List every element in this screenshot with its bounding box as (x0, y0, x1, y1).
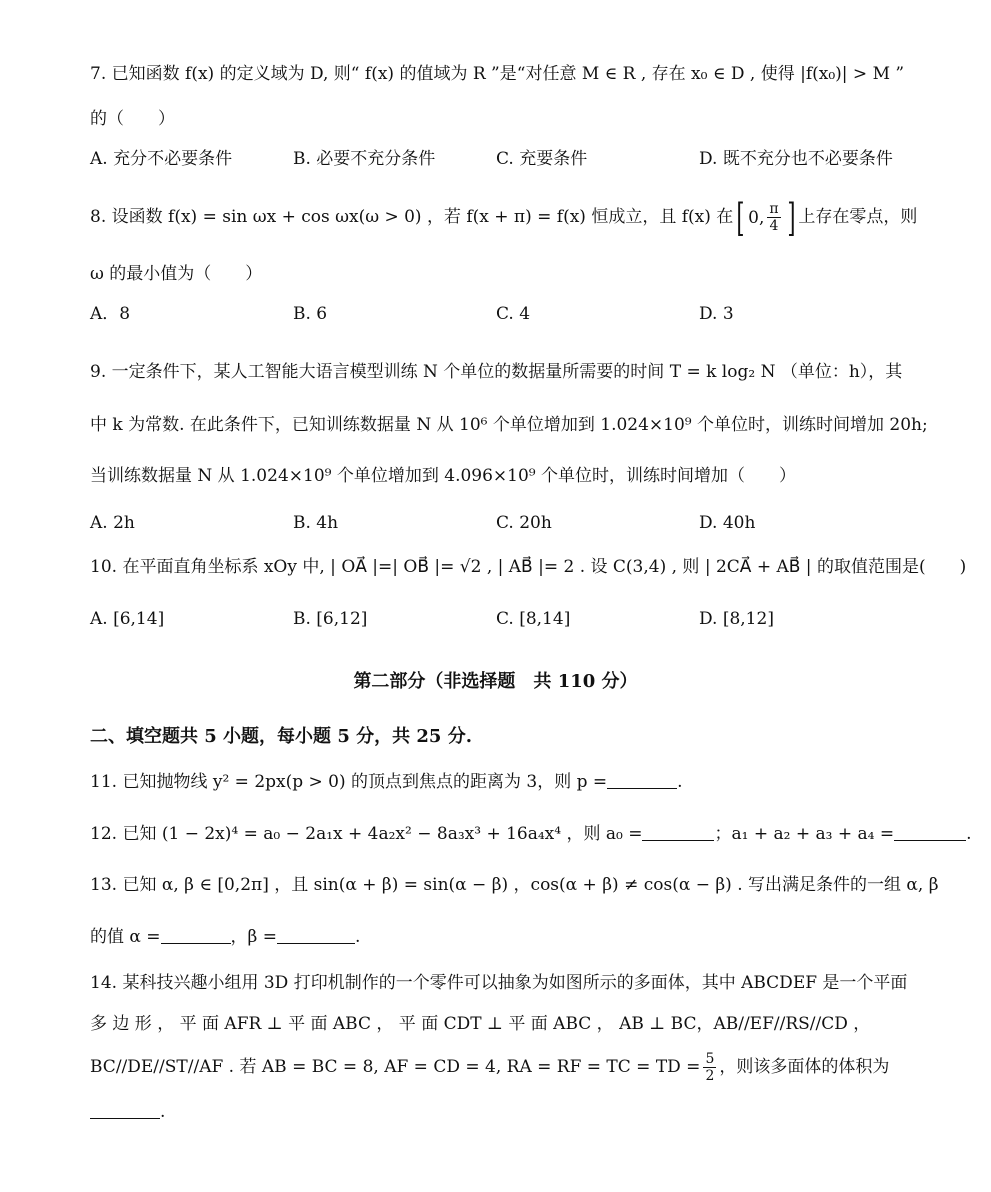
q14-line3-text: BC//DE//ST//AF . 若 AB = BC = 8, AF = CD = 4, RA = RF = TC = TD = (90, 1057, 701, 1077)
q9-line1: 9. 一定条件下，某人工智能大语言模型训练 N 个单位的数据量所需要的时间 T = k log₂ N （单位：h），其 (90, 362, 903, 382)
q14-line1: 14. 某科技兴趣小组用 3D 打印机制作的一个零件可以抽象为如图所示的多面体，其中 ABCDEF 是一个平面 (90, 973, 908, 993)
q8-left-bracket: [ (736, 195, 745, 240)
section2-title: 二、填空题共 5 小题，每小题 5 分，共 25 分. (90, 726, 472, 747)
q10-option-b: B. [6,12] (293, 609, 368, 629)
q14-end: . (160, 1102, 166, 1122)
q8-right-bracket: ] (786, 195, 796, 240)
q12-text: 12. 已知 (1 − 2x)⁴ = a₀ − 2a₁x + 4a₂x² − 8a₃x³ + 16a₄x⁴ ，则 a₀ = (90, 824, 643, 844)
q11-end: . (677, 772, 683, 792)
q8-option-a: A．8 (90, 304, 131, 324)
q14-frac-num: 5 (705, 1051, 715, 1067)
q12-answer-blank-1 (642, 822, 714, 841)
q9-option-b: B. 4h (293, 513, 339, 533)
q7-option-c: C. 充要条件 (496, 149, 588, 169)
q14-frac-den: 2 (705, 1068, 715, 1084)
q14-answer-blank (90, 1100, 160, 1119)
q7-option-b: B. 必要不充分条件 (293, 149, 436, 169)
q9-line3: 当训练数据量 N 从 1.024×10⁹ 个单位增加到 4.096×10⁹ 个单位时，训练时间增加（ ） (90, 466, 797, 486)
q8-line1 (90, 195, 918, 240)
q11-line (90, 770, 905, 794)
q12-text-2: ；a₁ + a₂ + a₃ + a₄ = (714, 824, 895, 844)
q7-option-d: D. 既不充分也不必要条件 (699, 149, 893, 169)
q8-option-c: C. 4 (496, 304, 531, 324)
q8-line1-end: 上存在零点，则 (798, 207, 918, 227)
q9-option-a: A. 2h (90, 513, 135, 533)
q9-line2: 中 k 为常数. 在此条件下，已知训练数据量 N 从 10⁶ 个单位增加到 1.024×10⁹ 个单位时，训练时间增加 20h; (90, 415, 928, 435)
q8-line1-text: 8. 设函数 f(x) = sin ωx + cos ωx(ω > 0) ，若 f(x + π) = f(x) 恒成立，且 f(x) 在 (90, 207, 734, 227)
q8-interval-den: 4 (769, 218, 779, 234)
q13-line1: 13. 已知 α, β ∈ [0,2π] ，且 sin(α + β) = sin(α − β) ，cos(α + β) ≠ cos(α − β) . 写出满足条件的一组 α, β (90, 875, 939, 895)
q13-answer-blank-alpha (161, 925, 231, 944)
q11-text: 11. 已知抛物线 y² = 2px(p > 0) 的顶点到焦点的距离为 3，则 p = (90, 772, 608, 792)
q10-line1: 10. 在平面直角坐标系 xOy 中, | OA⃗ |=| OB⃗ |= √2 , | AB⃗ |= 2 . 设 C(3,4) , 则 | 2CA⃗ + AB⃗ | 的取值范围是( ) (90, 557, 967, 577)
q7-line2: 的（ ） (90, 109, 175, 129)
q12-answer-blank-2 (894, 822, 966, 841)
q14-fraction (703, 1051, 716, 1084)
q8-interval-left: 0, (748, 207, 765, 228)
q11-answer-blank (607, 770, 677, 789)
q12-end: . (966, 824, 972, 844)
q13-text-b: ，β = (230, 927, 278, 947)
q8-option-b: B. 6 (293, 304, 328, 324)
q14-line2: 多 边 形 ， 平 面 AFR ⊥ 平 面 ABC ， 平 面 CDT ⊥ 平 面 ABC ， AB ⊥ BC，AB//EF//RS//CD ， (90, 1014, 871, 1034)
q14-line4 (90, 1100, 905, 1124)
q7-option-a: A. 充分不必要条件 (90, 149, 233, 169)
q13-line2 (90, 925, 905, 949)
q8-interval-fraction (767, 201, 780, 234)
q14-line3-end: ，则该多面体的体积为 (719, 1057, 890, 1077)
q8-interval-num: π (769, 201, 779, 217)
q13-answer-blank-beta (277, 925, 355, 944)
q10-option-a: A. [6,14] (90, 609, 165, 629)
q8-option-d: D. 3 (699, 304, 734, 324)
q9-option-c: C. 20h (496, 513, 552, 533)
q14-line3 (90, 1045, 905, 1089)
q10-option-d: D. [8,12] (699, 609, 774, 629)
q12-line (90, 822, 972, 846)
q10-option-c: C. [8,14] (496, 609, 571, 629)
q8-line2: ω 的最小值为（ ） (90, 264, 263, 284)
q9-option-d: D. 40h (699, 513, 756, 533)
q7-line1: 7. 已知函数 f(x) 的定义域为 D, 则“ f(x) 的值域为 R ”是“对任意 M ∈ R , 存在 x₀ ∈ D , 使得 |f(x₀)| > M ” (90, 64, 905, 84)
q13-text-a: 的值 α = (90, 927, 161, 947)
q13-end: . (355, 927, 361, 947)
part2-title: 第二部分（非选择题 共 110 分） (353, 671, 638, 692)
